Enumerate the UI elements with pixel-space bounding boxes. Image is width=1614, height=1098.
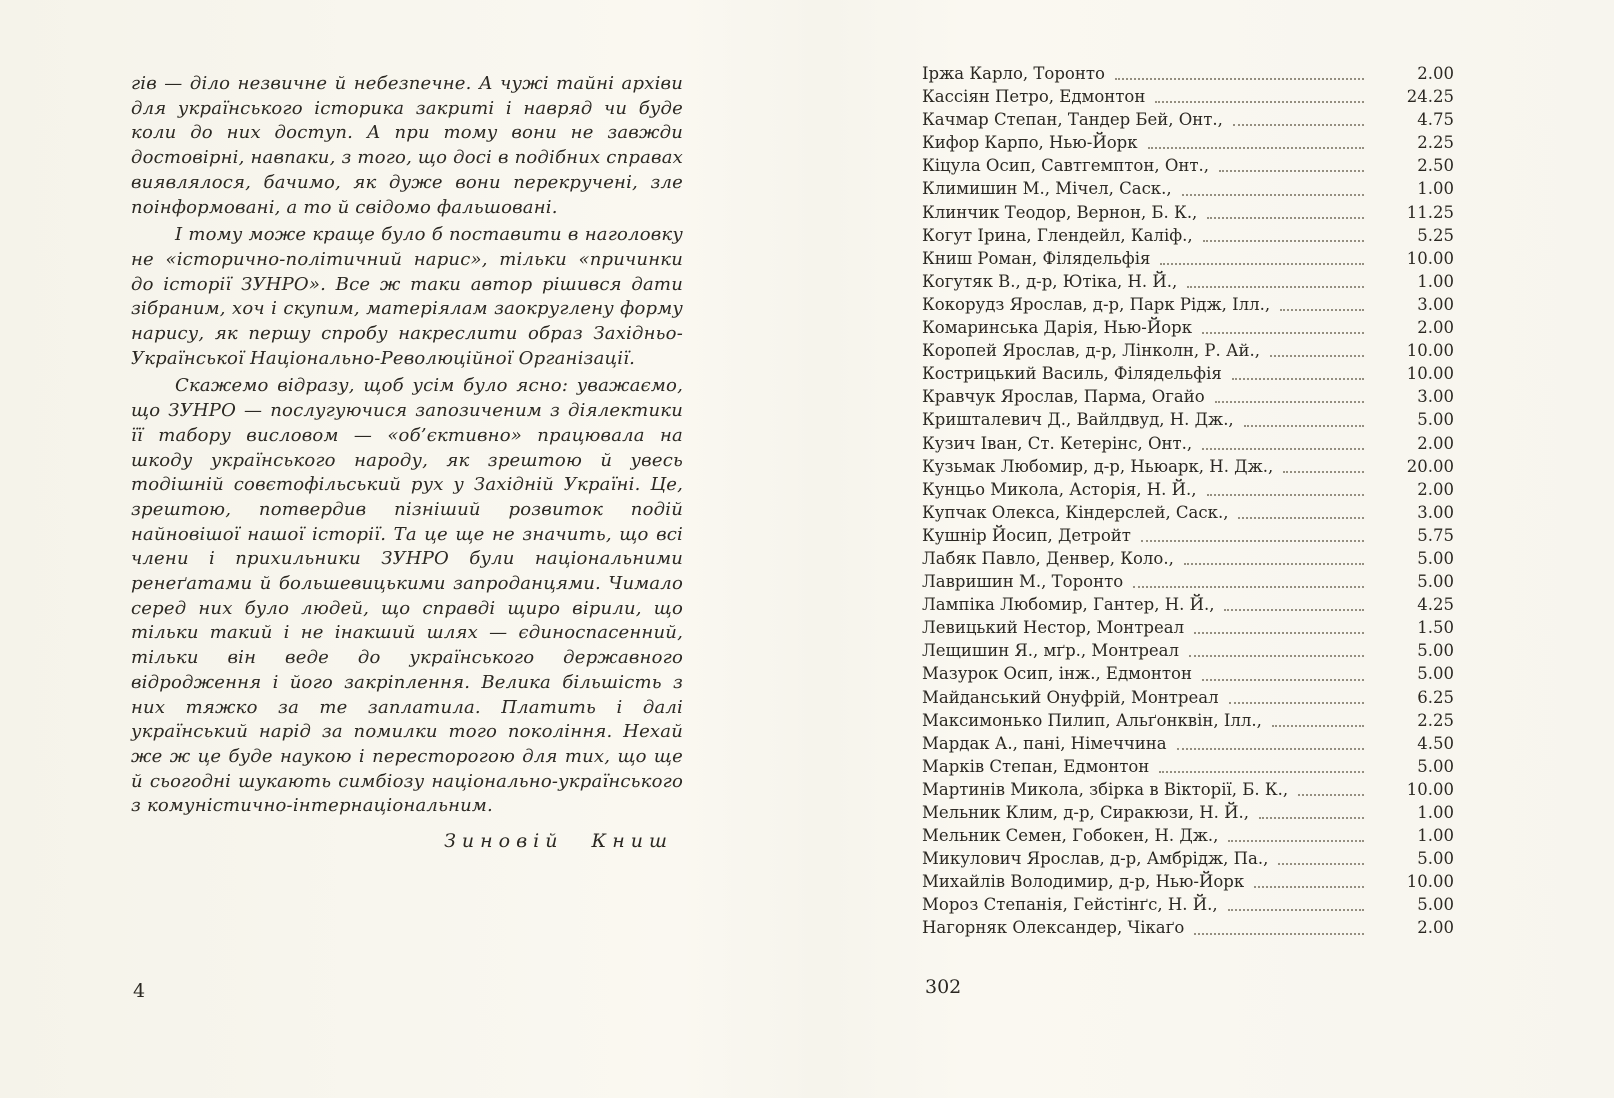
- donor-name: Клинчик Теодор, Вернон, Б. К.,: [922, 202, 1198, 222]
- donor-name: Когутяк В., д-р, Ютіка, Н. Й.,: [922, 271, 1178, 291]
- donor-amount: 5.25: [1417, 225, 1454, 245]
- dotted-leader: [1228, 909, 1364, 911]
- donor-row: [922, 732, 1454, 755]
- donor-amount: 1.00: [1417, 803, 1454, 822]
- donor-row: [922, 108, 1454, 131]
- donor-row: [922, 709, 1454, 732]
- donor-name: Кокорудз Ярослав, д-р, Парк Рідж, Ілл.,: [922, 294, 1271, 314]
- dotted-leader: [1272, 725, 1364, 727]
- dotted-leader: [1115, 78, 1364, 80]
- dotted-leader: [1207, 217, 1364, 219]
- donor-amount: 6.25: [1417, 687, 1454, 707]
- donor-name: Кушнір Йосип, Детройт: [922, 525, 1131, 545]
- donor-name: Мазурок Осип, інж., Едмонтон: [922, 664, 1192, 684]
- donor-amount: 10.00: [1406, 248, 1454, 268]
- donor-row: [922, 224, 1454, 247]
- donor-name: Кузьмак Любомир, д-р, Ньюарк, Н. Дж.,: [922, 456, 1274, 476]
- donor-row: [922, 501, 1454, 524]
- dotted-leader: [1194, 933, 1364, 935]
- left-page-text: [131, 72, 683, 854]
- donor-amount: 3.00: [1417, 502, 1454, 522]
- dotted-leader: [1160, 263, 1364, 265]
- donor-row: [922, 270, 1454, 293]
- dotted-leader: [1232, 378, 1364, 380]
- page-number-right: 302: [925, 976, 962, 998]
- donor-amount: 1.00: [1417, 179, 1454, 199]
- donor-name: Кифор Карпо, Нью-Йорк: [922, 133, 1138, 153]
- donor-name: Кассіян Петро, Едмонтон: [922, 87, 1146, 107]
- donor-name: Кравчук Ярослав, Парма, Огайо: [922, 387, 1205, 407]
- donor-row: [922, 662, 1454, 685]
- donor-amount: 3.00: [1417, 294, 1454, 314]
- donor-row: [922, 870, 1454, 893]
- donor-row: [922, 778, 1454, 801]
- dotted-leader: [1244, 425, 1364, 427]
- donor-amount: 3.00: [1417, 387, 1454, 407]
- dotted-leader: [1259, 817, 1364, 819]
- donor-name: Кунцьо Микола, Асторія, Н. Й.,: [922, 479, 1197, 499]
- donor-amount: 5.00: [1417, 572, 1454, 592]
- paragraphs-container: [131, 72, 683, 819]
- donor-row: [922, 593, 1454, 616]
- donor-row: [922, 524, 1454, 547]
- dotted-leader: [1280, 309, 1364, 311]
- donor-name: Мельник Семен, Гобокен, Н. Дж.,: [922, 826, 1219, 846]
- donor-list: [922, 62, 1454, 940]
- dotted-leader: [1189, 655, 1364, 657]
- donor-row: [922, 432, 1454, 455]
- donor-name: Мороз Степанія, Гейстінґс, Н. Й.,: [922, 895, 1218, 915]
- donor-name: Мартинів Микола, збірка в Вікторії, Б. К.,: [922, 779, 1289, 799]
- paragraph: І тому може краще було б поставити в наголовку не «історично-політичний нарис», тільки «причинки до історії ЗУНРО». Все ж таки автор рішився дати зібраним, хоч і скупим, матеріялам заокруглену форму нарису, як першу спробу накреслити образ Західньо-Української Національно-Революційної Організації.: [131, 224, 683, 369]
- donor-amount: 10.00: [1406, 779, 1454, 799]
- donor-amount: 4.75: [1417, 110, 1454, 130]
- donor-amount: 2.00: [1417, 433, 1454, 453]
- donor-name: Мельник Клим, д-р, Сиракюзи, Н. Й.,: [922, 803, 1249, 822]
- donor-row: [922, 478, 1454, 501]
- donor-amount: 4.25: [1417, 595, 1454, 615]
- donor-amount: 1.50: [1417, 618, 1454, 638]
- donor-name: Микулович Ярослав, д-р, Амбрідж, Па.,: [922, 849, 1269, 869]
- author-signature: Зиновій Книш: [444, 830, 673, 853]
- donor-name: Комаринська Дарія, Нью-Йорк: [922, 318, 1193, 338]
- dotted-leader: [1155, 101, 1364, 103]
- dotted-leader: [1202, 332, 1364, 334]
- donor-name: Марків Степан, Едмонтон: [922, 756, 1150, 776]
- donor-name: Іржа Карло, Торонто: [922, 64, 1105, 83]
- donor-row: [922, 801, 1454, 824]
- dotted-leader: [1233, 124, 1364, 126]
- donor-row: [922, 247, 1454, 270]
- donor-row: [922, 916, 1454, 939]
- donor-name: Купчак Олекса, Кіндерслей, Саск.,: [922, 502, 1229, 522]
- donor-name: Левицький Нестор, Монтреал: [922, 618, 1185, 638]
- donor-row: [922, 339, 1454, 362]
- donor-amount: 10.00: [1406, 872, 1454, 892]
- dotted-leader: [1229, 702, 1364, 704]
- dotted-leader: [1184, 563, 1364, 565]
- donor-amount: 2.25: [1417, 133, 1454, 153]
- donor-amount: 2.25: [1417, 710, 1454, 730]
- donor-name: Кострицький Василь, Філядельфія: [922, 364, 1222, 384]
- dotted-leader: [1203, 240, 1364, 242]
- dotted-leader: [1270, 355, 1364, 357]
- dotted-leader: [1238, 517, 1364, 519]
- donor-row: [922, 547, 1454, 570]
- donor-amount: 5.00: [1417, 410, 1454, 430]
- donor-amount: 20.00: [1406, 456, 1454, 476]
- donor-row: [922, 85, 1454, 108]
- donor-row: [922, 408, 1454, 431]
- donor-name: Когут Ірина, Глендейл, Каліф.,: [922, 225, 1193, 245]
- donor-name: Климишин М., Мічел, Саск.,: [922, 179, 1172, 199]
- dotted-leader: [1298, 794, 1364, 796]
- dotted-leader: [1215, 401, 1364, 403]
- donor-row: [922, 570, 1454, 593]
- donor-name: Мардак А., пані, Німеччина: [922, 733, 1167, 753]
- donor-amount: 2.00: [1417, 64, 1454, 83]
- donor-name: Михайлів Володимир, д-р, Нью-Йорк: [922, 872, 1245, 892]
- donor-name: Лабяк Павло, Денвер, Коло.,: [922, 548, 1174, 568]
- donor-name: Лещишин Я., мґр., Монтреал: [922, 641, 1179, 661]
- dotted-leader: [1148, 147, 1364, 149]
- donor-name: Книш Роман, Філядельфія: [922, 248, 1151, 268]
- donor-row: [922, 362, 1454, 385]
- donor-amount: 4.50: [1417, 733, 1454, 753]
- dotted-leader: [1278, 863, 1364, 865]
- donor-row: [922, 293, 1454, 316]
- donor-name: Нагорняк Олександер, Чікаґо: [922, 918, 1185, 938]
- donor-amount: 1.00: [1417, 826, 1454, 846]
- donor-amount: 5.00: [1417, 895, 1454, 915]
- donor-amount: 2.00: [1417, 479, 1454, 499]
- donor-row: [922, 616, 1454, 639]
- dotted-leader: [1159, 771, 1364, 773]
- dotted-leader: [1207, 494, 1365, 496]
- donor-name: Майданський Онуфрій, Монтреал: [922, 687, 1219, 707]
- donor-amount: 24.25: [1406, 87, 1454, 107]
- donor-row: [922, 824, 1454, 847]
- donor-row: [922, 755, 1454, 778]
- donor-row: [922, 316, 1454, 339]
- donor-row: [922, 177, 1454, 200]
- dotted-leader: [1194, 632, 1364, 634]
- donor-name: Лампіка Любомир, Гантер, Н. Й.,: [922, 595, 1215, 615]
- donor-name: Кузич Іван, Ст. Кетерінс, Онт.,: [922, 433, 1193, 453]
- dotted-leader: [1228, 840, 1364, 842]
- donor-amount: 10.00: [1406, 364, 1454, 384]
- donor-name: Коропей Ярослав, д-р, Лінколн, Р. Ай.,: [922, 341, 1260, 361]
- dotted-leader: [1224, 609, 1364, 611]
- dotted-leader: [1133, 586, 1364, 588]
- dotted-leader: [1219, 170, 1364, 172]
- donor-row: [922, 385, 1454, 408]
- donor-row: [922, 154, 1454, 177]
- donor-row: [922, 62, 1454, 85]
- dotted-leader: [1187, 286, 1364, 288]
- donor-name: Качмар Степан, Тандер Бей, Онт.,: [922, 110, 1223, 130]
- donor-row: [922, 847, 1454, 870]
- donor-amount: 5.00: [1417, 548, 1454, 568]
- page-number-left: 4: [133, 980, 146, 1002]
- donor-amount: 1.00: [1417, 271, 1454, 291]
- donor-row: [922, 131, 1454, 154]
- paragraph: гів — діло незвичне й небезпечне. А чужі тайні архіви для українського історика закриті і навряд чи буде коли до них доступ. А при тому вони не завжди достовірні, навпаки, з того, що досі в подібних справах виявлялося, бачимо, як дуже вони перекручені, зле поінформовані, а то й свідомо фальшовані.: [131, 73, 683, 218]
- dotted-leader: [1177, 748, 1364, 750]
- donor-amount: 5.00: [1417, 664, 1454, 684]
- donor-name: Лавришин М., Торонто: [922, 572, 1124, 592]
- donor-row: [922, 893, 1454, 916]
- donor-name: Кришталевич Д., Вайлдвуд, Н. Дж.,: [922, 410, 1234, 430]
- donor-amount: 2.50: [1417, 156, 1454, 176]
- donor-amount: 2.00: [1417, 318, 1454, 338]
- donor-row: [922, 455, 1454, 478]
- dotted-leader: [1202, 679, 1364, 681]
- donor-amount: 5.00: [1417, 641, 1454, 661]
- dotted-leader: [1254, 886, 1364, 888]
- donor-amount: 2.00: [1417, 918, 1454, 938]
- donor-amount: 5.75: [1417, 525, 1454, 545]
- dotted-leader: [1202, 448, 1364, 450]
- dotted-leader: [1141, 540, 1364, 542]
- dotted-leader: [1182, 194, 1364, 196]
- donor-amount: 5.00: [1417, 756, 1454, 776]
- donor-amount: 10.00: [1406, 341, 1454, 361]
- donor-name: Максимонько Пилип, Альґонквін, Ілл.,: [922, 710, 1262, 730]
- donor-row: [922, 639, 1454, 662]
- dotted-leader: [1283, 471, 1364, 473]
- donor-row: [922, 686, 1454, 709]
- donor-amount: 5.00: [1417, 849, 1454, 869]
- paragraph: Скажемо відразу, щоб усім було ясно: уважаємо, що ЗУНРО — послугуючися запозиченим з діялектики її табору висловом — «об’єктивно» працювала на шкоду українського народу, як зрештою й увесь тодішній совєтофільський рух у Західній Україні. Це, зрештою, потвердив пізніший розвиток подій найновішої нашої історії. Та це ще не значить, що всі члени і прихильники ЗУНРО були національними ренеґатами й большевицькими запроданцями. Чимало серед них було людей, що справді щиро вірили, що тільки такий і не інакший шлях — єдиноспасенний, тільки він веде до українського державного відродження і його закріплення. Велика більшість з них тяжко за те заплатила. Платить і далі український нарід за помилки того покоління. Нехай же ж це буде наукою і пересторогою для тих, що ще й сьогодні шукають симбіозу національно-українського з комуністично-інтернаціональним.: [131, 375, 683, 817]
- donor-amount: 11.25: [1406, 202, 1454, 222]
- donor-row: [922, 201, 1454, 224]
- donor-name: Кіцула Осип, Савтгемптон, Онт.,: [922, 156, 1209, 176]
